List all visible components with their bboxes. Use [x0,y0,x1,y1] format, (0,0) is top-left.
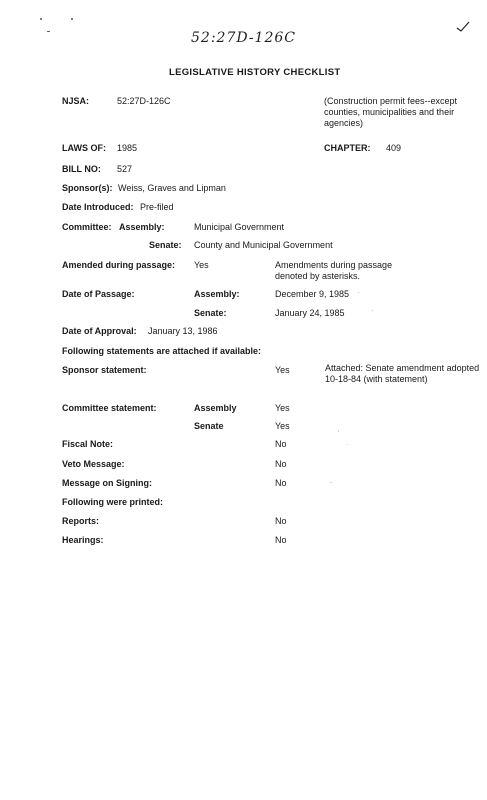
committee-assembly-label: Assembly: [119,222,165,232]
sponsors-value: Weiss, Graves and Lipman [118,183,226,193]
sponsor-statement-label: Sponsor statement: [62,365,147,375]
scan-speck [338,430,339,432]
amended-value: Yes [194,260,209,270]
page-title: LEGISLATIVE HISTORY CHECKLIST [169,67,341,78]
sponsor-statement-note: Attached: Senate amendment adopted 10-18-84 (with statement) [325,363,480,384]
passage-senate-value: January 24, 1985 [275,308,345,318]
chapter-value: 409 [386,143,402,153]
bill-no-value: 527 [117,164,133,174]
njsa-note: (Construction permit fees--except counties, municipalities and their agencies) [324,96,458,128]
sponsors-label: Sponsor(s): [62,183,113,193]
amended-label: Amended during passage: [62,260,176,270]
date-of-approval-label: Date of Approval: [62,326,137,336]
scan-speck [347,444,348,445]
following-printed-heading: Following were printed: [62,497,163,507]
date-of-passage-label: Date of Passage: [62,289,135,299]
scan-speck [71,18,73,20]
passage-senate-label: Senate: [194,308,227,318]
message-on-signing-label: Message on Signing: [62,478,153,488]
sponsor-statement-value: Yes [275,365,290,375]
following-attached-heading: Following statements are attached if available: [62,346,262,356]
check-mark-icon [456,21,470,33]
hearings-label: Hearings: [62,535,104,545]
fiscal-note-value: No [275,439,287,449]
committee-assembly-value: Municipal Government [194,222,285,232]
date-introduced-label: Date Introduced: [62,202,134,212]
laws-of-value: 1985 [117,143,138,153]
amended-note: Amendments during passage denoted by asterisks. [275,260,393,281]
veto-message-label: Veto Message: [62,459,125,469]
scan-speck [40,18,42,20]
passage-assembly-label: Assembly: [194,289,240,299]
handwritten-reference: 52:27D-126C [191,30,296,46]
chapter-label: CHAPTER: [324,143,371,153]
fiscal-note-label: Fiscal Note: [62,439,114,449]
scan-speck [330,482,332,483]
committee-senate-label: Senate: [149,240,182,250]
hearings-value: No [275,535,287,545]
njsa-value: 52:27D-126C [117,96,171,106]
passage-assembly-value: December 9, 1985 [275,289,350,299]
committee-label: Committee: [62,222,112,232]
njsa-label: NJSA: [62,96,90,106]
committee-statement-senate-label: Senate [194,421,224,431]
committee-statement-label: Committee statement: [62,403,157,413]
committee-statement-senate-value: Yes [275,421,290,431]
scan-speck [372,310,373,311]
date-of-approval-value: January 13, 1986 [148,326,218,336]
scan-speck [47,31,50,32]
committee-senate-value: County and Municipal Government [194,240,333,250]
reports-label: Reports: [62,516,100,526]
veto-message-value: No [275,459,287,469]
reports-value: No [275,516,287,526]
committee-statement-assembly-label: Assembly [194,403,237,413]
date-introduced-value: Pre-filed [140,202,174,212]
scan-speck [358,292,359,293]
message-on-signing-value: No [275,478,287,488]
laws-of-label: LAWS OF: [62,143,106,153]
committee-statement-assembly-value: Yes [275,403,290,413]
bill-no-label: BILL NO: [62,164,101,174]
